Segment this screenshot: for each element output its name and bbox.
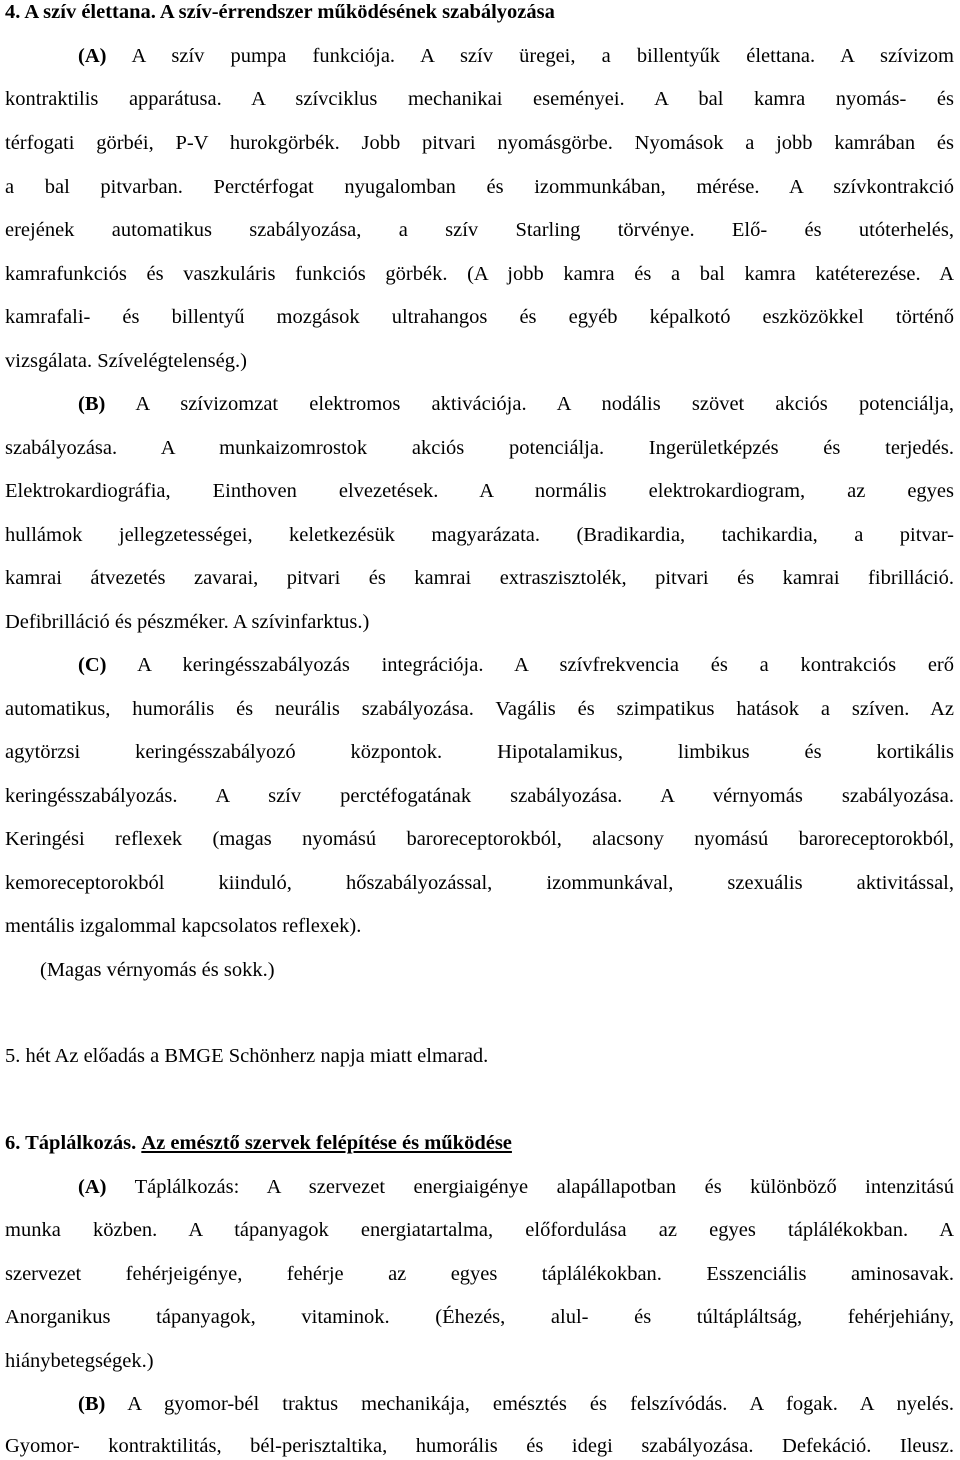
section-6-a-line-1: (A) Táplálkozás: A szervezet energiaigénye alapállapotban és különböző intenzitású — [78, 1176, 954, 1198]
section-4-a-label: (A) — [78, 45, 107, 67]
paragraph-line: hullámok jellegzetességei, keletkezésük magyarázata. (Bradikardia, tachikardia, a pitvar- — [5, 524, 954, 546]
week-5-notice: 5. hét Az előadás a BMGE Schönherz napja miatt elmarad. — [5, 1045, 489, 1067]
section-4-heading: 4. A szív élettana. A szív-érrendszer működésének szabályozása — [5, 1, 555, 23]
paragraph-line: mentális izgalommal kapcsolatos reflexek). — [5, 915, 362, 937]
paragraph-line: kontraktilis apparátusa. A szívciklus mechanikai eseményei. A bal kamra nyomás- és — [5, 88, 954, 110]
paragraph-line: vizsgálata. Szívelégtelenség.) — [5, 350, 247, 372]
section-6-b-label: (B) — [78, 1393, 106, 1415]
section-6-a-label: (A) — [78, 1176, 107, 1198]
paragraph-line: kemoreceptorokból kiinduló, hőszabályozással, izommunkával, szexuális aktivitással, — [5, 872, 954, 894]
section-6-heading — [5, 1131, 954, 1155]
paragraph-line: keringésszabályozás. A szív perctéfogatának szabályozása. A vérnyomás szabályozása. — [5, 785, 954, 807]
section-4-b-label: (B) — [78, 393, 106, 415]
paragraph-line: szabályozása. A munkaizomrostok akciós potenciálja. Ingerületképzés és terjedés. — [5, 437, 954, 459]
paragraph-line: hiánybetegségek.) — [5, 1350, 154, 1372]
paragraph-line: a bal pitvarban. Perctérfogat nyugalomban és izommunkában, mérése. A szívkontrakció — [5, 176, 954, 198]
section-4-c-label: (C) — [78, 654, 107, 676]
section-4-note: (Magas vérnyomás és sokk.) — [40, 959, 275, 981]
paragraph-line: szervezet fehérjeigénye, fehérje az egyes táplálékokban. Esszenciális aminosavak. — [5, 1263, 954, 1285]
paragraph-line: agytörzsi keringésszabályozó központok. Hipotalamikus, limbikus és kortikális — [5, 741, 954, 763]
section-6-number: 6. Táplálkozás. — [5, 1132, 137, 1154]
paragraph-line: kamrai átvezetés zavarai, pitvari és kamrai extraszisztolék, pitvari és kamrai fibrilláció. — [5, 567, 954, 589]
paragraph-line: kamrafali- és billentyű mozgások ultrahangos és egyéb képalkotó eszközökkel történő — [5, 306, 954, 328]
paragraph-line: kamrafunkciós és vaszkuláris funkciós görbék. (A jobb kamra és a bal kamra katéterezése. A — [5, 263, 954, 285]
section-4-c-line-1: (C) A keringésszabályozás integrációja. A szívfrekvencia és a kontrakciós erő — [78, 654, 955, 676]
paragraph-line: automatikus, humorális és neurális szabályozása. Vagális és szimpatikus hatások a szíven. Az — [5, 698, 954, 720]
paragraph-line: munka közben. A tápanyagok energiatartalma, előfordulása az egyes táplálékokban. A — [5, 1219, 954, 1241]
paragraph-line: térfogati görbéi, P-V hurokgörbék. Jobb pitvari nyomásgörbe. Nyomások a jobb kamrában és — [5, 132, 954, 154]
paragraph-line: erejének automatikus szabályozása, a szív Starling törvénye. Elő- és utóterhelés, — [5, 219, 954, 241]
paragraph-line: Gyomor- kontraktilitás, bél-perisztaltika, humorális és idegi szabályozása. Defekáció. Ileusz. — [5, 1435, 954, 1457]
paragraph-line: Defibrilláció és pészméker. A szívinfarktus.) — [5, 611, 370, 633]
paragraph-line: Anorganikus tápanyagok, vitaminok. (Éhezés, alul- és túltápláltság, fehérjehiány, — [5, 1306, 954, 1328]
paragraph-line: Elektrokardiográfia, Einthoven elvezetések. A normális elektrokardiogram, az egyes — [5, 480, 954, 502]
paragraph-line: Keringési reflexek (magas nyomású baroreceptorokból, alacsony nyomású baroreceptorokból, — [5, 828, 954, 850]
section-4-b-line-1: (B) A szívizomzat elektromos aktivációja. A nodális szövet akciós potenciálja, — [78, 393, 954, 415]
section-6-b-line-1: (B) A gyomor-bél traktus mechanikája, emésztés és felszívódás. A fogak. A nyelés. — [78, 1393, 955, 1415]
section-6-title: Az emésztő szervek felépítése és működése — [141, 1132, 512, 1154]
section-4-a-line-1: (A) A szív pumpa funkciója. A szív üregei, a billentyűk élettana. A szívizom — [78, 45, 954, 67]
